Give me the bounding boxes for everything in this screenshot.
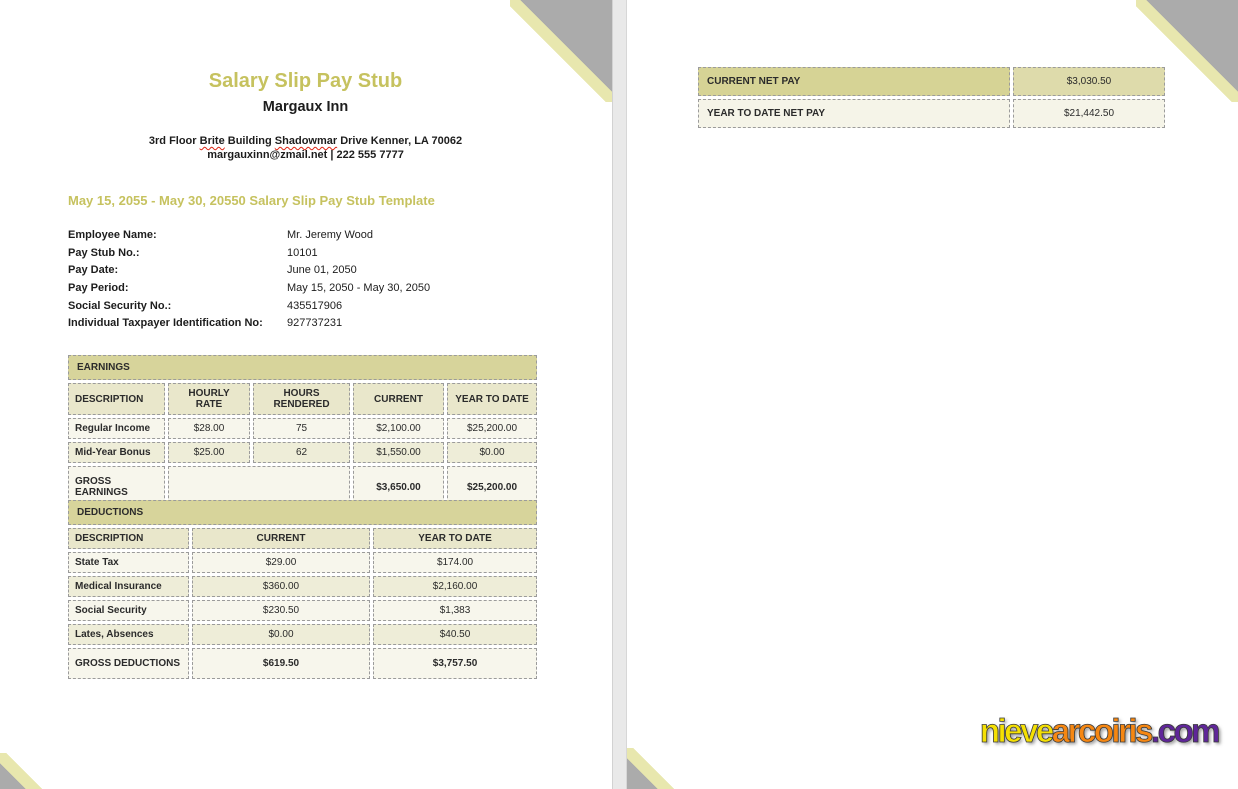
table-row	[698, 99, 1165, 128]
cell-current: $29.00	[192, 552, 370, 573]
table-row	[68, 552, 537, 573]
cell-hours: 62	[253, 442, 350, 463]
table-row	[68, 600, 537, 621]
cell-gross-current: $619.50	[192, 648, 370, 679]
info-label: Pay Stub No.:	[68, 246, 140, 259]
net-pay-table	[695, 64, 1168, 131]
column-header: HOURS RENDERED	[253, 383, 350, 415]
column-header: YEAR TO DATE	[447, 383, 537, 415]
period-heading: May 15, 2055 - May 30, 20550 Salary Slip Pay Stub Template	[68, 193, 435, 208]
watermark-part-purple: .com	[1150, 712, 1218, 749]
info-value: Mr. Jeremy Wood	[287, 229, 373, 241]
column-header: CURRENT	[192, 528, 370, 549]
table-row	[68, 442, 537, 463]
cell-hourly-rate: $28.00	[168, 418, 250, 439]
cell-description: Medical Insurance	[68, 576, 189, 597]
cell-gross-label: GROSS EARNINGS	[68, 466, 165, 508]
company-name: Margaux Inn	[262, 99, 349, 115]
table-row	[68, 576, 537, 597]
cell-current: $360.00	[192, 576, 370, 597]
address-text: Drive Kenner, LA 70062	[337, 135, 463, 147]
cell-ytd: $25,200.00	[447, 418, 537, 439]
table-section-row	[68, 500, 537, 525]
cell-ytd: $0.00	[447, 442, 537, 463]
cell-current: $0.00	[192, 624, 370, 645]
column-header: DESCRIPTION	[68, 528, 189, 549]
cell-ytd: $174.00	[373, 552, 537, 573]
document-title: Salary Slip Pay Stub	[208, 70, 403, 92]
cell-description: Social Security	[68, 600, 189, 621]
info-label: Social Security No.:	[68, 299, 172, 312]
cell-description: Mid-Year Bonus	[68, 442, 165, 463]
info-label: Individual Taxpayer Identification No:	[68, 317, 263, 330]
cell-ytd: $2,160.00	[373, 576, 537, 597]
cell-description: Regular Income	[68, 418, 165, 439]
watermark-part-orange: arcoiris	[1051, 712, 1151, 749]
cell-ytd: $40.50	[373, 624, 537, 645]
cell-gross-ytd: $25,200.00	[447, 466, 537, 508]
cell-gross-ytd: $3,757.50	[373, 648, 537, 679]
cell-net-pay-label: CURRENT NET PAY	[698, 67, 1010, 96]
cell-current: $2,100.00	[353, 418, 444, 439]
table-row	[68, 624, 537, 645]
column-header: YEAR TO DATE	[373, 528, 537, 549]
table-header-row	[68, 383, 537, 415]
column-header: CURRENT	[353, 383, 444, 415]
deductions-section-title: DEDUCTIONS	[68, 500, 537, 525]
cell-description: State Tax	[68, 552, 189, 573]
table-total-row	[68, 648, 537, 679]
table-row	[698, 67, 1165, 96]
address-text: Building	[224, 135, 275, 147]
address-text: 3rd Floor	[148, 135, 200, 147]
info-label: Pay Period:	[68, 282, 129, 295]
info-label: Employee Name:	[68, 229, 157, 241]
table-section-row	[68, 355, 537, 380]
company-address	[38, 135, 573, 149]
address-misspelled-word: Shadowmar	[274, 135, 338, 147]
page-1	[0, 0, 612, 789]
deductions-table	[65, 497, 540, 682]
column-header: DESCRIPTION	[68, 383, 165, 415]
cell-gross-current: $3,650.00	[353, 466, 444, 508]
info-value: 435517906	[287, 299, 343, 312]
watermark-part-yellow: nieve	[979, 712, 1052, 749]
info-label: Pay Date:	[68, 264, 119, 277]
employee-info	[68, 229, 543, 335]
info-value: 10101	[287, 246, 318, 259]
address-misspelled-word: Brite	[199, 135, 225, 147]
info-value: June 01, 2050	[287, 264, 357, 277]
table-header-row	[68, 528, 537, 549]
cell-net-pay-value: $21,442.50	[1013, 99, 1165, 128]
cell-current: $1,550.00	[353, 442, 444, 463]
cell-ytd: $1,383	[373, 600, 537, 621]
info-value: May 15, 2050 - May 30, 2050	[287, 282, 431, 295]
cell-hourly-rate: $25.00	[168, 442, 250, 463]
watermark-logo	[980, 712, 1218, 750]
cell-net-pay-value: $3,030.50	[1013, 67, 1165, 96]
cell-net-pay-label: YEAR TO DATE NET PAY	[698, 99, 1010, 128]
column-header: HOURLY RATE	[168, 383, 250, 415]
page-divider	[612, 0, 627, 789]
cell-current: $230.50	[192, 600, 370, 621]
table-row	[68, 418, 537, 439]
corner-decoration-icon	[0, 753, 102, 789]
cell-hours: 75	[253, 418, 350, 439]
company-address-block	[38, 135, 573, 162]
earnings-section-title: EARNINGS	[68, 355, 537, 380]
company-contact: margauxinn@zmail.net | 222 555 7777	[207, 148, 404, 161]
cell-gross-label: GROSS DEDUCTIONS	[68, 648, 189, 679]
info-value: 927737231	[287, 317, 343, 330]
page-2	[627, 0, 1238, 789]
corner-decoration-icon	[627, 748, 729, 789]
cell-description: Lates, Absences	[68, 624, 189, 645]
earnings-table	[65, 352, 540, 511]
